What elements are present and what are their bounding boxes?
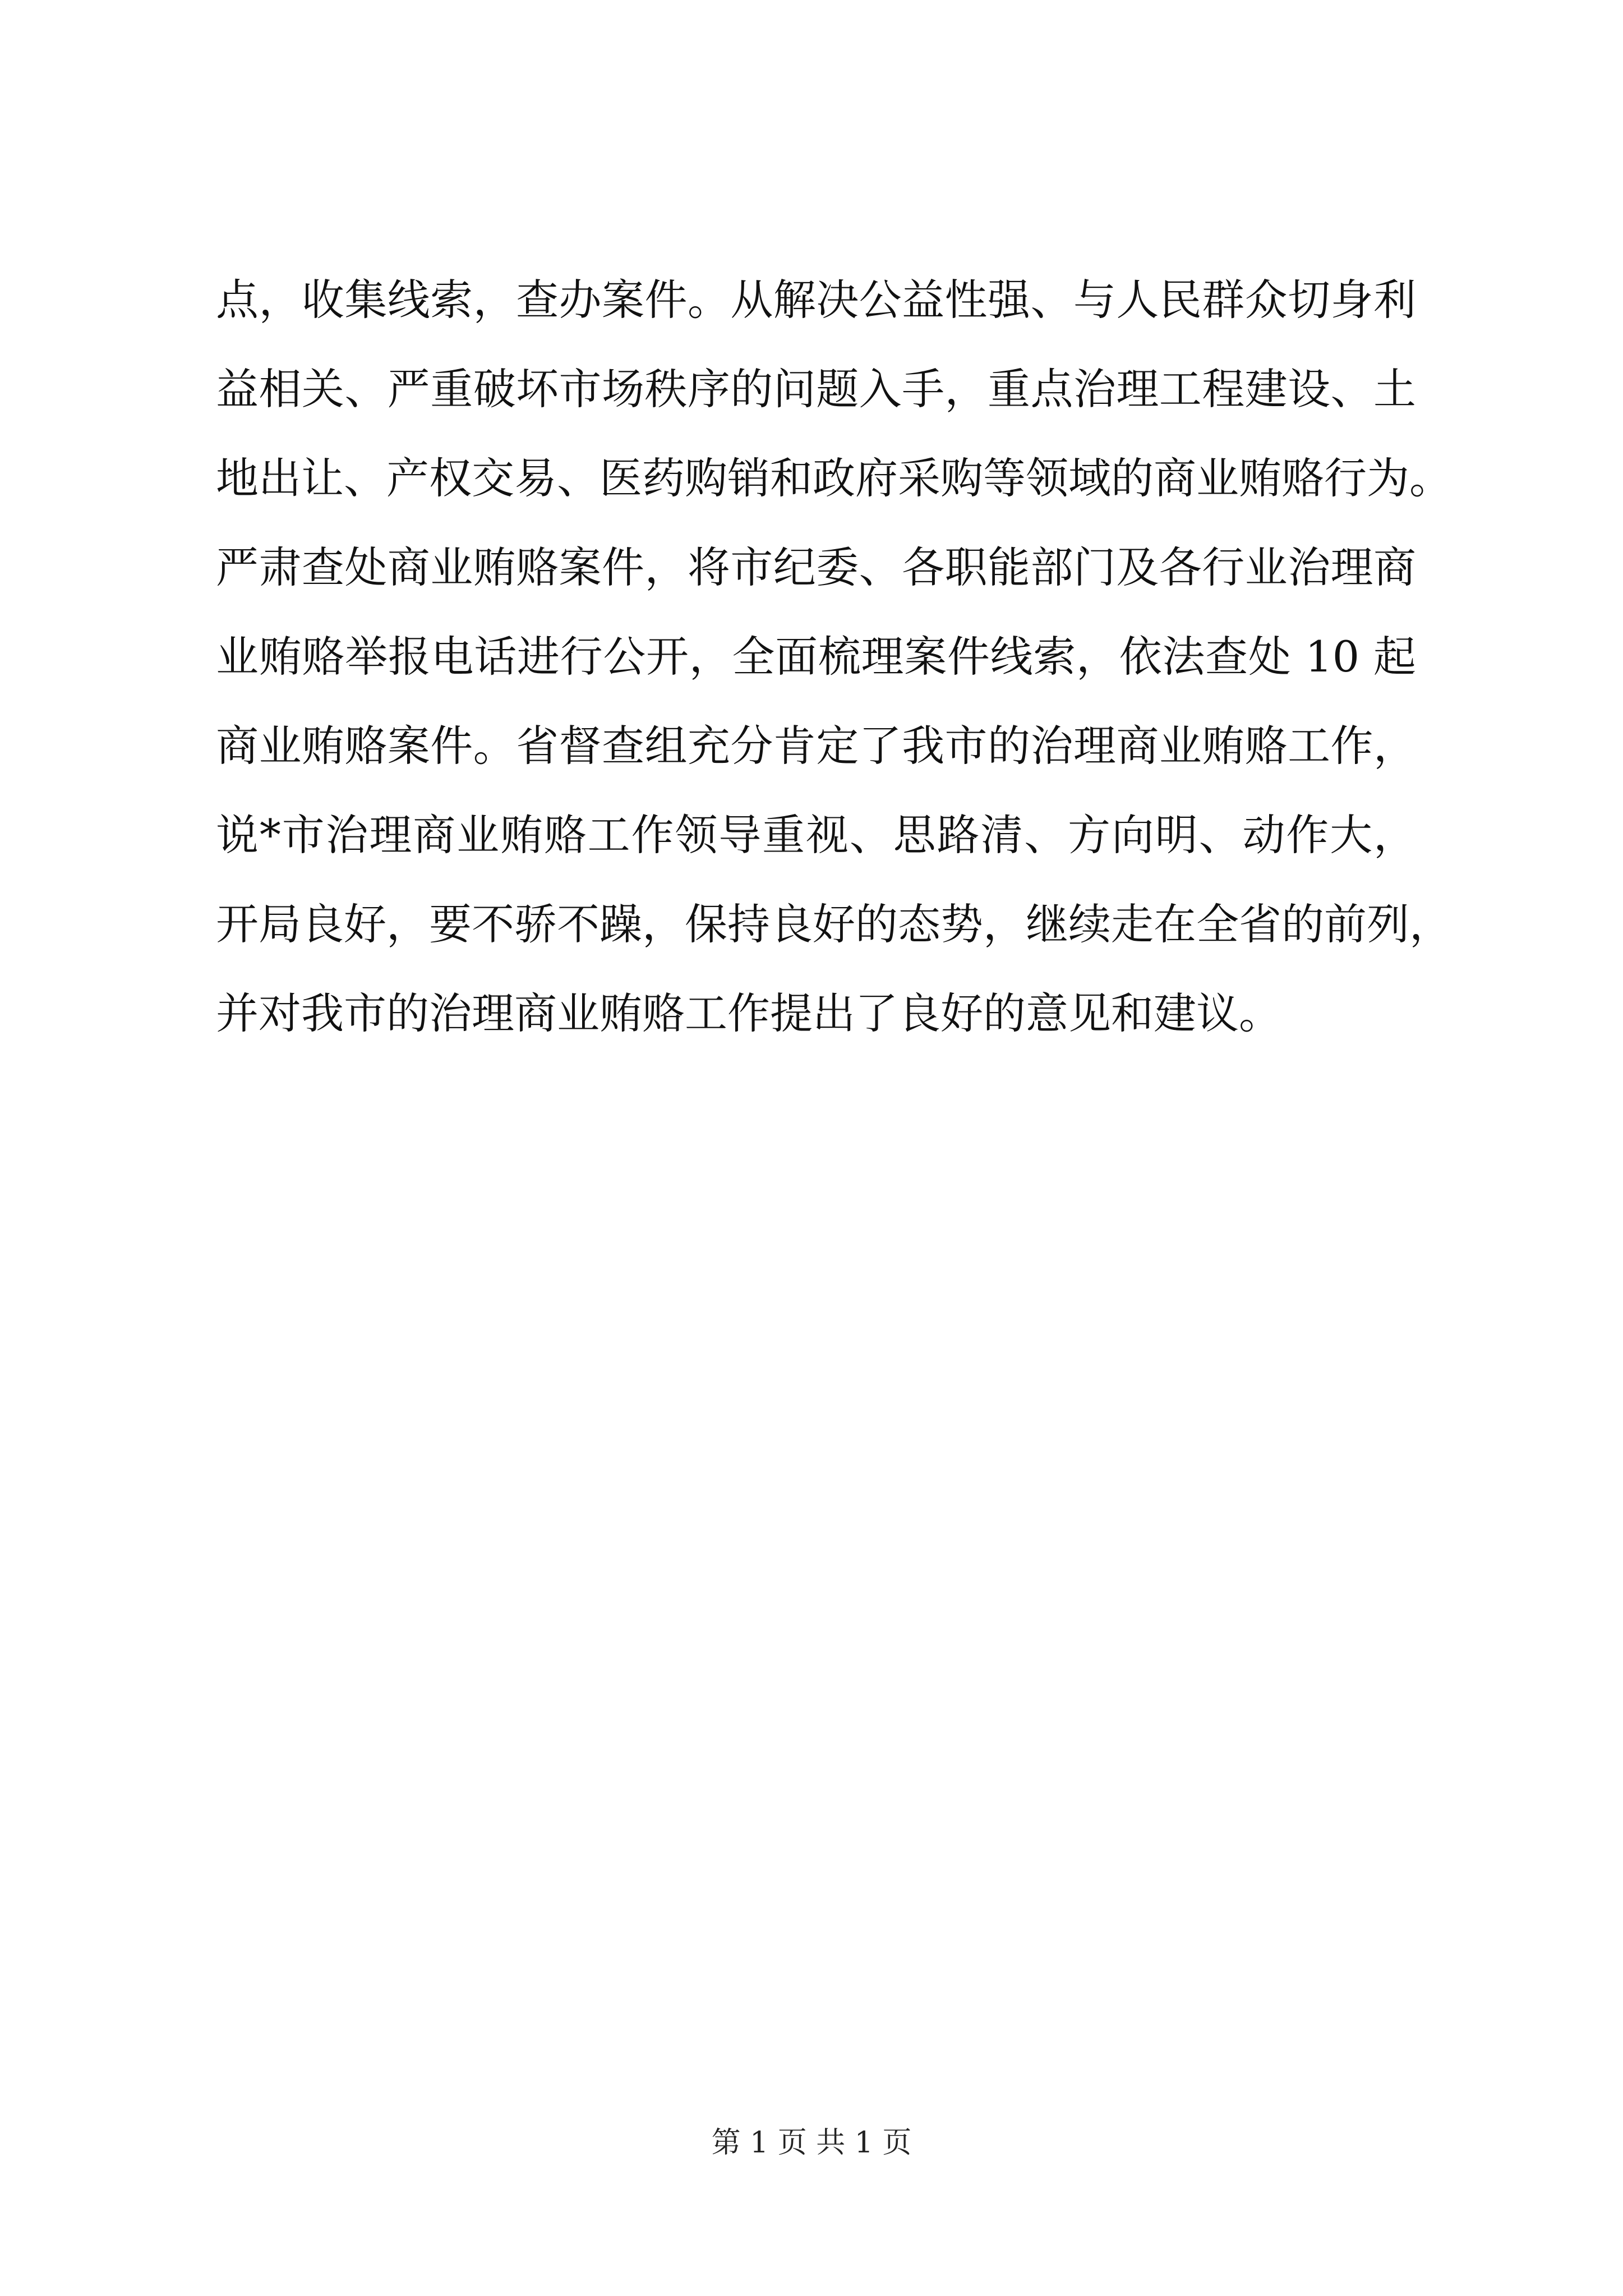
page-footer: 第 1 页 共 1 页	[711, 2126, 912, 2160]
body-paragraph	[216, 255, 1452, 1058]
text-line-9: 并对我市的治理商业贿赂工作提出了良好的意见和建议。	[216, 988, 1281, 1038]
text-line-5: 业贿赂举报电话进行公开，全面梳理案件线索，依法查处 10 起	[216, 632, 1416, 682]
text-line-7: 说*市治理商业贿赂工作领导重视、思路清、方向明、动作大，	[216, 810, 1416, 860]
text-line-8: 开局良好，要不骄不躁，保持良好的态势，继续走在全省的前列，	[216, 899, 1452, 949]
text-line-4: 严肃查处商业贿赂案件，将市纪委、各职能部门及各行业治理商	[216, 542, 1416, 592]
text-line-3: 地出让、产权交易、医药购销和政府采购等领域的商业贿赂行为。	[216, 453, 1452, 503]
text-line-6: 商业贿赂案件。省督查组充分肯定了我市的治理商业贿赂工作，	[216, 721, 1416, 771]
text-line-2: 益相关、严重破坏市场秩序的问题入手，重点治理工程建设、土	[216, 364, 1416, 414]
text-line-1: 点，收集线索，查办案件。从解决公益性强、与人民群众切身利	[216, 275, 1416, 325]
